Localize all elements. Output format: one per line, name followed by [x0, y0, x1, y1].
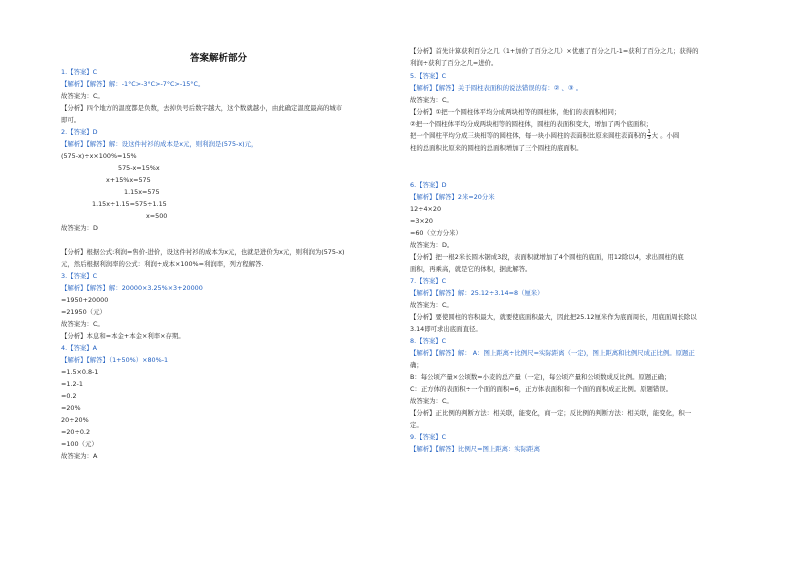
right-column-line: 8.【答案】C: [410, 337, 447, 345]
right-column-line: 故答案为：C。: [410, 96, 453, 104]
left-column-line: 【分析】本息和=本金+本金×利率×存期。: [61, 332, 185, 340]
right-column-line: 5.【答案】C: [410, 72, 447, 80]
right-column-line: 3.14即可求出底面直径。: [410, 325, 482, 333]
right-column-line: =60（立方分米）: [410, 229, 462, 237]
right-column-line: 利润÷获利了百分之几=进价。: [410, 59, 498, 67]
right-column-line: 【分析】①把一个圆柱体平均分成两块相等的圆柱体，他们的表面积相同；: [410, 108, 621, 116]
right-column-line: 确；: [410, 361, 423, 369]
fraction-line: [410, 130, 679, 141]
right-column-line: 【解析】【解答】解： A：图上距离÷比例尺=实际距离（一定)，图上距离和比例尺成正比例。原题正: [410, 349, 695, 357]
fraction-line-post: 大 。小圆: [651, 131, 680, 140]
right-column-line: 7.【答案】C: [410, 277, 447, 285]
right-column-line: 【分析】要使圆柱的容积最大，就要使底面积最大，因此把25.12厘米作为底面周长，用底面周长除以: [410, 313, 697, 321]
page-title: 答案解析部分: [190, 53, 248, 64]
left-column-line: 【解析】【解答】（1+50%）×80%-1: [61, 356, 169, 364]
left-column-line: =1.2-1: [61, 380, 83, 388]
right-column-line: 【分析】首先计算获利百分之几（1+加价了百分之几）×优惠了百分之几-1=获利了百分之几；获得的: [410, 47, 699, 55]
left-column-line: 【解析】【解答】解：设这件衬衫的成本是x元，则利润是(575-x)元，: [61, 140, 258, 148]
right-column-line: 定。: [410, 421, 423, 429]
left-column-line: 故答案为：A: [61, 452, 98, 460]
fraction-line-2: 柱的总面积比原来的圆柱的总面积增加了三个圆柱的底面积。: [410, 144, 583, 152]
right-column-line: 故答案为：C。: [410, 397, 453, 405]
left-column-line: 1.【答案】C: [61, 68, 98, 76]
left-column-line: 【解析】【解答】解：-1°C>-3°C>-7°C>-15°C。: [61, 80, 205, 88]
right-column-line: ②把一个圆柱体平均分成两块相等的圆柱体，圆柱的表面积变大，增加了两个底面积；: [410, 120, 653, 128]
fraction-line-pre: 把一个圆柱平均分成三块相等的圆柱体，每一块小圆柱的表面积比原来圆柱表面积的: [410, 131, 647, 140]
left-column-line: 故答案为：C。: [61, 320, 104, 328]
right-column-line: 【解析】【解答】关于圆柱表面积的说法错误的有：② 、③ 。: [410, 84, 583, 92]
left-column-line: 【解析】【解答】解：20000×3.25%×3+20000: [61, 284, 203, 292]
left-column-line: 【分析】四个地方的温度都是负数，去掉负号后数字越大，这个数就越小，由此确定温度最高的城市: [61, 104, 343, 112]
left-column-line: 575-x=15%x: [118, 164, 160, 172]
right-column-line: 9.【答案】C: [410, 433, 447, 441]
right-column-line: B：每公顷产量×公顷数=小麦的总产量（一定)，每公顷产量和公顷数成反比例。原题正确；: [410, 373, 671, 381]
right-column-line: 面积，再乘高，就是它的体积，据此解答。: [410, 265, 532, 273]
left-column-line: =0.2: [61, 392, 77, 400]
left-column-line: 1.15x=575: [124, 188, 160, 196]
right-column-line: 6.【答案】D: [410, 181, 447, 189]
left-column-line: 【分析】根据公式:利润=售价-进价，设这件衬衫的成本为x元，也就是进价为x元，则利润为(575-x): [61, 248, 345, 256]
right-column-line: =3×20: [410, 217, 433, 225]
right-column-line: 【分析】把一根2米长圆木锯成3段，表面积就增加了4个圆柱的底面，用12除以4，求出圆柱的底: [410, 253, 684, 261]
fraction-numerator: 1: [647, 129, 651, 135]
right-column-line: C：正方体的表面积÷一个面的面积=6，正方体表面积和一个面的面积成正比例。原题错误。: [410, 385, 673, 393]
left-column-line: =20%: [61, 404, 81, 412]
right-column-line: 故答案为：D。: [410, 241, 454, 249]
left-column-line: =1.5×0.8-1: [61, 368, 99, 376]
right-column-line: 【解析】【解答】比例尺=图上距离：实际距离: [410, 445, 540, 453]
left-column-line: 3.【答案】C: [61, 272, 98, 280]
left-column-line: (575-x)÷x×100%=15%: [61, 152, 137, 160]
left-column-line: 1.15x÷1.15=575÷1.15: [92, 200, 167, 208]
left-column-line: 4.【答案】A: [61, 344, 98, 352]
right-column-line: 故答案为：C。: [410, 301, 453, 309]
left-column-line: 2.【答案】D: [61, 128, 98, 136]
right-column-line: 【解析】【解答】2米=20分米: [410, 193, 495, 201]
left-column-line: =20÷0.2: [61, 428, 91, 436]
left-column-line: 故答案为：C。: [61, 92, 104, 100]
left-column-line: x=500: [146, 212, 168, 220]
left-column-line: 元，然后根据利润率的公式：利润÷成本×100%=利润率，列方程解答.: [61, 260, 264, 268]
right-column-line: 【解析】【解答】解：25.12÷3.14=8（厘米）: [410, 289, 544, 297]
fraction: [647, 130, 650, 141]
left-column-line: =21950（元）: [61, 308, 106, 316]
right-column-line: 【分析】正比例的判断方法：相关联，能变化，商一定；反比例的判断方法：相关联，能变化，积一: [410, 409, 692, 417]
right-column-line: 12÷4×20: [410, 205, 442, 213]
left-column-line: 即可。: [61, 116, 81, 124]
fraction-denominator: 3: [647, 135, 651, 141]
left-column-line: =100（元）: [61, 440, 98, 448]
left-column-line: 故答案为：D: [61, 224, 98, 232]
left-column-line: x+15%x=575: [106, 176, 151, 184]
left-column-line: =1950+20000: [61, 296, 109, 304]
left-column-line: 20÷20%: [61, 416, 89, 424]
